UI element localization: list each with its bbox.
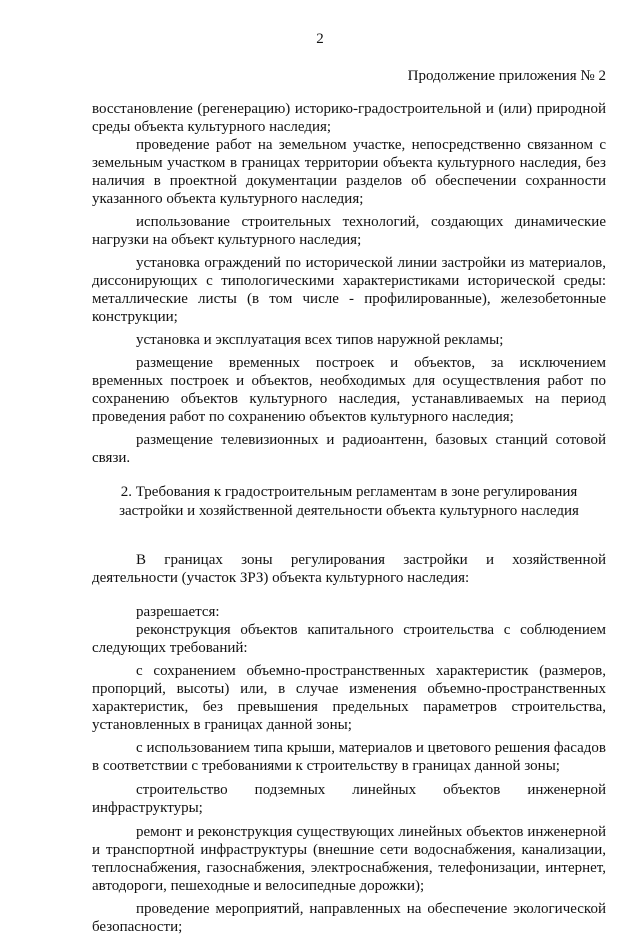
list-item: реконструкция объектов капитального строительства с соблюдением следующих требований: (92, 622, 606, 656)
paragraph: проведение работ на земельном участке, непосредственно связанном с земельным участком в границах территории объекта культурного наследия, без наличия в проектной документации разделов об обеспечении сохранности указанного объекта культурного наследия; (92, 137, 606, 207)
paragraph: размещение телевизионных и радиоантенн, базовых станций сотовой связи. (92, 432, 606, 466)
paragraph: размещение временных построек и объектов, за исключением временных построек и объектов, необходимых для осуществления работ по сохранению объектов культурного наследия, устанавливаемых на период проведения работ по сохранению объектов культурного наследия; (92, 355, 606, 425)
list-item: с использованием типа крыши, материалов и цветового решения фасадов в соответствии с требованиями к строительству в границах данной зоны; (92, 740, 606, 774)
list-item: строительство подземных линейных объектов инженерной инфраструктуры; (92, 782, 606, 816)
document-body (92, 100, 606, 936)
section-heading-line-1: 2. Требования к градостроительным регламентам в зоне регулирования (120, 484, 578, 500)
paragraph: установка и эксплуатация всех типов наружной рекламы; (136, 332, 504, 348)
paragraph: использование строительных технологий, создающих динамические нагрузки на объект культурного наследия; (92, 214, 606, 248)
section-intro: В границах зоны регулирования застройки и хозяйственной деятельности (участок ЗРЗ) объекта культурного наследия: (92, 552, 606, 586)
section-heading-line-2: застройки и хозяйственной деятельности объекта культурного наследия (119, 503, 579, 519)
allowed-label: разрешается: (136, 604, 220, 620)
paragraph: восстановление (регенерацию) историко-градостроительной и (или) природной среды объекта культурного наследия; (92, 101, 606, 135)
page-number: 2 (316, 31, 324, 47)
list-item: ремонт и реконструкция существующих линейных объектов инженерной и транспортной инфраструктуры (внешние сети водоснабжения, канализации, теплоснабжения, газоснабжения, электроснабжения, телефонизации, интернет, автодороги, пешеходные и велосипедные дорожки); (92, 824, 606, 894)
paragraph: установка ограждений по исторической линии застройки из материалов, диссонирующих с типологическими характеристиками исторической среды: металлические листы (в том числе - профилированные), железобетонные конструкции; (92, 255, 606, 325)
section-heading (92, 483, 606, 521)
list-item: проведение мероприятий, направленных на обеспечение экологической безопасности; (92, 901, 606, 935)
continuation-note: Продолжение приложения № 2 (407, 68, 606, 84)
list-item: с сохранением объемно-пространственных характеристик (размеров, пропорций, высоты) или, в случае изменения объемно-пространственных характеристик, без превышения предельных параметров строительства, установленных в границах данной зоны; (92, 663, 606, 733)
